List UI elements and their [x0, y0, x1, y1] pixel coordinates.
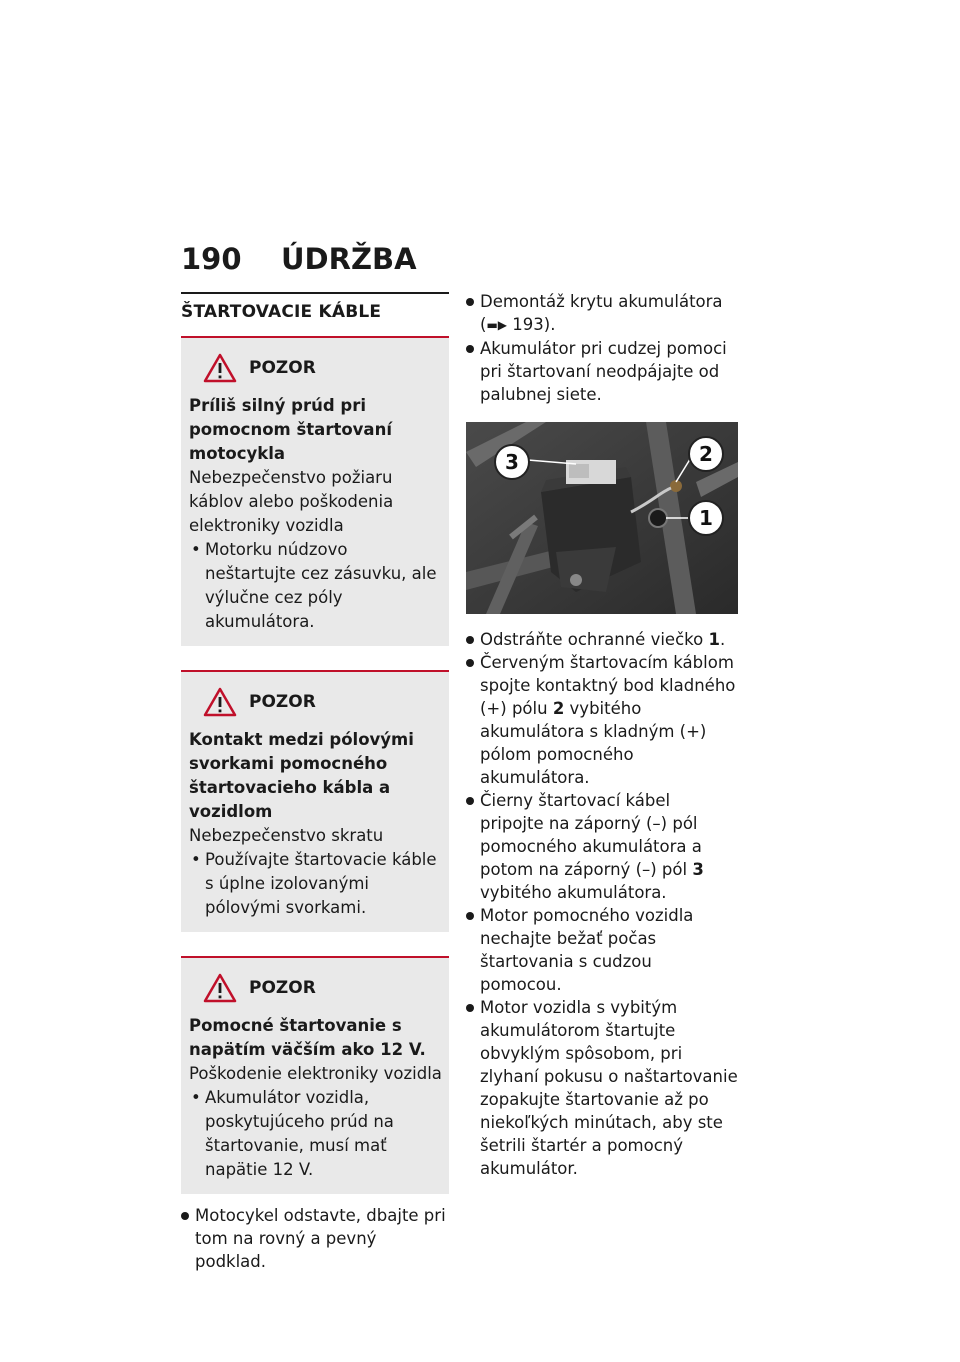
step-item: Motor vozidla s vybitým akumulátorom štartujte obvyklým spôsobom, pri zlyhaní pokusu o naštartovanie zopakujte štartovanie až po niekoľkých minútach, aby ste šetrili štartér a pomocný akumulátor. [466, 996, 738, 1180]
warning-title: Príliš silný prúd pri pomocnom štartovaní motocykla [189, 396, 392, 463]
step-text: Demontáž krytu akumulátora [480, 292, 723, 311]
warning-title: Kontakt medzi pólovými svorkami pomocného štartovacieho kábla a vozidlom [189, 730, 414, 821]
warning-label: POZOR [249, 978, 316, 998]
warning-triangle-icon [203, 353, 237, 383]
warning-label: POZOR [249, 358, 316, 378]
warning-title: Pomocné štartovanie s napätím väčším ako 12 V. [189, 1016, 426, 1059]
warning-text: Nebezpečenstvo skratu [189, 826, 384, 845]
warning-bullet: • Motorku núdzovo neštartujte cez zásuvku, ale výlučne cez póly akumulátora. [189, 538, 443, 634]
step-item: Červeným štartovacím káblom spojte kontaktný bod kladného (+) pólu 2 vybitého akumulátora s kladným (+) pólom pomocného akumulátora. [466, 651, 738, 789]
warning-header [203, 352, 443, 384]
warning-triangle-icon [203, 973, 237, 1003]
warning-box [181, 956, 449, 1194]
callout-2: 2 [688, 436, 724, 472]
section-title: ŠTARTOVACIE KÁBLE [181, 302, 382, 322]
step-item: Odstráňte ochranné viečko 1. [466, 628, 738, 651]
step-item: Akumulátor pri cudzej pomoci pri štartovaní neodpájajte od palubnej siete. [466, 337, 738, 406]
warning-triangle-icon [203, 687, 237, 717]
section-rule [181, 292, 449, 294]
warning-bullet: • Akumulátor vozidla, poskytujúceho prúd na štartovanie, musí mať napätie 12 V. [189, 1086, 443, 1182]
page-reference[interactable]: 193). [512, 315, 556, 334]
right-column [466, 290, 738, 1180]
warning-header [203, 972, 443, 1004]
warning-bullet: • Používajte štartovacie káble s úplne izolovanými pólovými svorkami. [189, 848, 443, 920]
step-item: Motor pomocného vozidla nechajte bežať počas štartovania s cudzou pomocou. [466, 904, 738, 996]
warning-label: POZOR [249, 692, 316, 712]
warning-header [203, 686, 443, 718]
reference-arrow-icon: ▬▶ [486, 318, 508, 332]
page-number: 190 [181, 242, 242, 276]
warning-text: Nebezpečenstvo požiaru káblov alebo poškodenia elektroniky vozidla [189, 468, 394, 535]
warning-box [181, 336, 449, 646]
chapter-title: ÚDRŽBA [281, 242, 417, 276]
step-item: Demontáž krytu akumulátora (▬▶ 193). [466, 290, 738, 337]
step-item: Motocykel odstavte, dbajte pri tom na rovný a pevný podklad. [181, 1204, 449, 1273]
warning-text: Poškodenie elektroniky vozidla [189, 1064, 442, 1083]
left-column [181, 292, 449, 1273]
callout-3: 3 [494, 444, 530, 480]
step-item: Čierny štartovací kábel pripojte na záporný (–) pól pomocného akumulátora a potom na záporný (–) pól 3 vybitého akumulátora. [466, 789, 738, 904]
callout-1: 1 [688, 500, 724, 536]
warning-box [181, 670, 449, 932]
page-header [181, 242, 417, 282]
battery-photo [466, 422, 738, 614]
